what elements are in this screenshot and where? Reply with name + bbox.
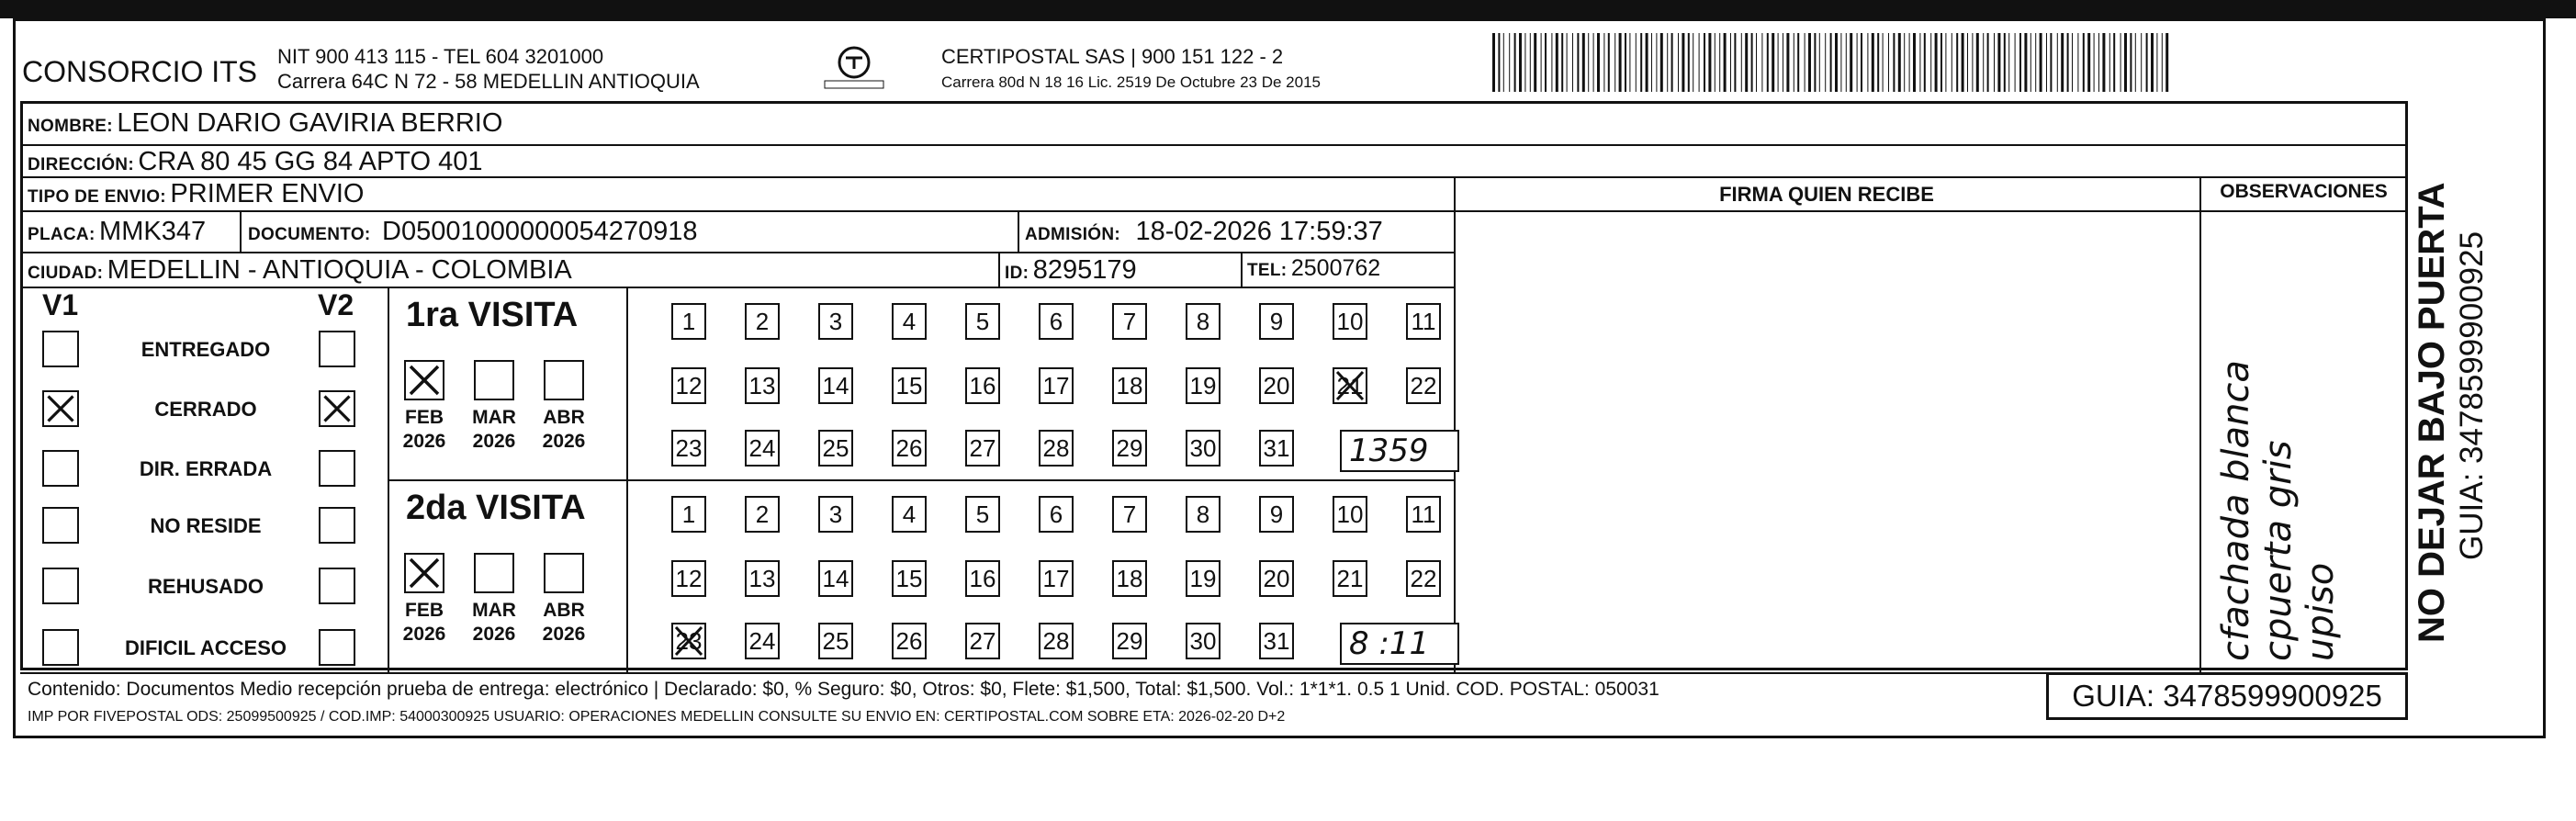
placa-cell: [28, 217, 206, 247]
day-box[interactable]: 4: [892, 496, 927, 533]
barcode-bar: [1983, 33, 1984, 92]
day-mark-icon: [673, 624, 704, 658]
day-box[interactable]: 5: [965, 496, 1000, 533]
col-divider: [2199, 176, 2201, 672]
certipostal-logo: [817, 42, 891, 97]
barcode-bar: [2046, 33, 2047, 92]
barcode-bar: [1608, 33, 1610, 92]
barcode-bar: [1825, 33, 1826, 92]
status-v2-checkbox[interactable]: [319, 450, 355, 487]
barcode-bar: [1814, 33, 1816, 92]
barcode-bar: [2077, 33, 2078, 92]
barcode-bar: [2109, 33, 2110, 92]
month-label: [534, 406, 593, 454]
month-name: FEB: [405, 407, 444, 428]
nombre-value: LEON DARIO GAVIRIA BERRIO: [117, 108, 503, 138]
barcode-bar: [1577, 33, 1579, 92]
day-box[interactable]: 27: [965, 430, 1000, 467]
barcode-bar: [1730, 33, 1731, 92]
day-box[interactable]: 16: [965, 560, 1000, 597]
visit-title: 1ra VISITA: [406, 296, 579, 334]
barcode-bar: [1840, 33, 1841, 92]
day-box[interactable]: 26: [892, 623, 927, 659]
day-box[interactable]: 11: [1406, 303, 1441, 340]
barcode-bar: [1994, 33, 1995, 92]
barcode-bar: [2146, 33, 2148, 92]
visit-divider: [388, 479, 1454, 481]
day-box[interactable]: 10: [1333, 496, 1367, 533]
day-box[interactable]: 28: [1039, 430, 1074, 467]
col-divider: [1454, 176, 1456, 672]
day-box[interactable]: 30: [1186, 430, 1221, 467]
day-box[interactable]: 21: [1333, 560, 1367, 597]
status-v1-checkbox[interactable]: [42, 390, 79, 427]
month-name: ABR: [543, 407, 585, 428]
day-box[interactable]: 22: [1406, 560, 1441, 597]
barcode-bar: [1761, 33, 1762, 92]
barcode-bar: [1846, 33, 1847, 92]
status-label: DIR. ERRADA: [139, 457, 273, 480]
day-box[interactable]: 12: [671, 560, 706, 597]
id-cell: [1005, 255, 1137, 286]
nombre-row: [28, 108, 502, 139]
row-divider: [1454, 210, 2408, 212]
barcode-bar: [2024, 33, 2027, 92]
company-name: CONSORCIO ITS: [22, 55, 258, 88]
id-label: ID:: [1005, 264, 1029, 283]
day-box[interactable]: 2: [745, 496, 780, 533]
certipostal-id: CERTIPOSTAL SAS | 900 151 122 - 2: [941, 45, 1284, 68]
barcode-bar: [1734, 33, 1736, 92]
month-label: [465, 406, 523, 454]
barcode-bar: [1651, 33, 1652, 92]
day-box[interactable]: 15: [892, 560, 927, 597]
status-v1-checkbox[interactable]: [42, 568, 79, 604]
month-year: 2026: [472, 624, 516, 645]
barcode-bar: [1945, 33, 1946, 92]
barcode-bar: [1956, 33, 1958, 92]
v1-label: V1: [42, 288, 79, 321]
no-dejar-warning: NO DEJAR BAJO PUERTA: [2412, 182, 2452, 643]
observation-line: cpuerta gris: [2257, 440, 2300, 661]
day-box[interactable]: 1: [671, 303, 706, 340]
check-mark-icon: [406, 362, 443, 399]
barcode-bar: [2141, 33, 2142, 92]
month-year: 2026: [472, 431, 516, 452]
col-divider: [1241, 252, 1243, 287]
status-label: NO RESIDE: [150, 514, 262, 537]
barcode-bar: [2057, 33, 2058, 92]
barcode-bar: [1534, 33, 1536, 92]
barcode-bar: [1582, 33, 1585, 92]
barcode-bar: [1567, 33, 1568, 92]
barcode-bar: [1997, 33, 2000, 92]
barcode-bar: [1756, 33, 1757, 92]
barcode-bar: [1883, 33, 1884, 92]
day-box[interactable]: 31: [1259, 623, 1294, 659]
barcode-bar: [2019, 33, 2021, 92]
day-box[interactable]: 9: [1259, 303, 1294, 340]
day-box[interactable]: 3: [818, 303, 853, 340]
barcode-bar: [1671, 33, 1673, 92]
day-box[interactable]: 29: [1112, 430, 1147, 467]
barcode-bar: [2067, 33, 2069, 92]
barcode-bar: [1699, 33, 1700, 92]
barcode-bar: [2113, 33, 2115, 92]
barcode-bar: [2061, 33, 2064, 92]
month-name: ABR: [543, 600, 585, 621]
day-box[interactable]: 8: [1186, 303, 1221, 340]
day-mark-icon: [1334, 369, 1366, 402]
day-box[interactable]: 1: [671, 496, 706, 533]
nombre-label: NOMBRE:: [28, 117, 113, 136]
day-box[interactable]: 20: [1259, 367, 1294, 404]
month-label: [465, 599, 523, 647]
col-divider: [626, 287, 628, 672]
day-box[interactable]: 24: [745, 430, 780, 467]
month-label: [395, 406, 454, 454]
visit-title: 2da VISITA: [406, 489, 586, 527]
barcode-bar: [1745, 33, 1748, 92]
day-box[interactable]: 11: [1406, 496, 1441, 533]
month-name: MAR: [472, 407, 516, 428]
barcode-bar: [1888, 33, 1889, 92]
col-divider: [388, 287, 389, 672]
day-box[interactable]: 6: [1039, 303, 1074, 340]
check-mark-icon: [321, 392, 354, 425]
company-address: Carrera 64C N 72 - 58 MEDELLIN ANTIOQUIA: [277, 70, 700, 93]
row-divider: [20, 252, 1454, 253]
barcode-bar: [1930, 33, 1931, 92]
day-box[interactable]: 13: [745, 560, 780, 597]
row-divider: [20, 144, 2408, 146]
day-box[interactable]: 15: [892, 367, 927, 404]
id-value: 8295179: [1032, 255, 1137, 285]
barcode-bar: [1919, 33, 1920, 92]
barcode-bar: [1872, 33, 1874, 92]
day-box[interactable]: 17: [1039, 560, 1074, 597]
day-box[interactable]: 23: [671, 430, 706, 467]
direccion-value: CRA 80 45 GG 84 APTO 401: [138, 147, 483, 176]
documento-value: D05001000000054270918: [382, 217, 698, 246]
day-box[interactable]: 25: [818, 623, 853, 659]
company-nit: NIT 900 413 115 - TEL 604 3201000: [277, 45, 604, 68]
admision-label: ADMISIÓN:: [1025, 225, 1121, 244]
barcode-bar: [1625, 33, 1626, 92]
barcode-bar: [2015, 33, 2016, 92]
barcode-bar: [2030, 33, 2031, 92]
day-box[interactable]: 6: [1039, 496, 1074, 533]
month-checkbox[interactable]: [544, 360, 584, 400]
v2-label: V2: [318, 288, 354, 321]
guia-box: GUIA: 3478599900925: [2046, 672, 2408, 720]
barcode-bar: [2083, 33, 2085, 92]
barcode-bar: [1629, 33, 1630, 92]
barcode-bar: [1850, 33, 1852, 92]
barcode-bar: [1656, 33, 1657, 92]
barcode-bar: [1893, 33, 1895, 92]
barcode-bar: [1808, 33, 1811, 92]
observaciones-title: OBSERVACIONES: [2220, 181, 2388, 202]
barcode-bar: [1492, 33, 1495, 92]
barcode-bar: [1724, 33, 1727, 92]
barcode-bar: [1498, 33, 1500, 92]
barcode-bar: [1924, 33, 1926, 92]
barcode-bar: [1935, 33, 1938, 92]
certipostal-address: Carrera 80d N 18 16 Lic. 2519 De Octubre 23 De 2015: [941, 73, 1321, 91]
day-box[interactable]: 14: [818, 560, 853, 597]
barcode-bar: [1772, 33, 1774, 92]
barcode-bar: [2151, 33, 2154, 92]
admision-cell: [1025, 217, 1383, 247]
barcode-bar: [1640, 33, 1642, 92]
barcode-bar: [2040, 33, 2042, 92]
barcode-bar: [1545, 33, 1547, 92]
day-box[interactable]: 27: [965, 623, 1000, 659]
barcode-bar: [2094, 33, 2095, 92]
day-box[interactable]: 30: [1186, 623, 1221, 659]
tel-value: 2500762: [1290, 255, 1381, 281]
barcode-bar: [2130, 33, 2132, 92]
admision-value: 18-02-2026 17:59:37: [1135, 217, 1383, 246]
col-divider: [1018, 210, 1019, 252]
barcode-bar: [2156, 33, 2157, 92]
barcode-bar: [1593, 33, 1594, 92]
day-box[interactable]: 7: [1112, 496, 1147, 533]
day-box[interactable]: 19: [1186, 367, 1221, 404]
barcode-bar: [1976, 33, 1979, 92]
day-box[interactable]: 31: [1259, 430, 1294, 467]
day-box[interactable]: 14: [818, 367, 853, 404]
tipo-value: PRIMER ENVIO: [170, 179, 365, 208]
barcode-bar: [1561, 33, 1563, 92]
month-name: FEB: [405, 600, 444, 621]
day-box[interactable]: 3: [818, 496, 853, 533]
barcode-bar: [1904, 33, 1905, 92]
ciudad-label: CIUDAD:: [28, 264, 104, 283]
barcode-bar: [1962, 33, 1964, 92]
barcode-bar: [1514, 33, 1516, 92]
status-label: ENTREGADO: [141, 338, 271, 361]
barcode-bar: [1767, 33, 1769, 92]
status-v2-checkbox[interactable]: [319, 390, 355, 427]
barcode-bar: [2124, 33, 2127, 92]
barcode: [1492, 33, 2177, 92]
ciudad-value: MEDELLIN - ANTIOQUIA - COLOMBIA: [107, 255, 572, 285]
barcode-bar: [1588, 33, 1589, 92]
barcode-bar: [1967, 33, 1968, 92]
placa-label: PLACA:: [28, 225, 96, 244]
barcode-bar: [1603, 33, 1604, 92]
status-v2-checkbox[interactable]: [319, 568, 355, 604]
firma-title: FIRMA QUIEN RECIBE: [1719, 183, 1934, 206]
barcode-bar: [1972, 33, 1973, 92]
barcode-bar: [1636, 33, 1637, 92]
barcode-bar: [1556, 33, 1558, 92]
status-v2-checkbox[interactable]: [319, 507, 355, 544]
day-box[interactable]: 7: [1112, 303, 1147, 340]
day-box[interactable]: 5: [965, 303, 1000, 340]
day-box[interactable]: 18: [1112, 367, 1147, 404]
barcode-bar: [1913, 33, 1916, 92]
day-box[interactable]: 13: [745, 367, 780, 404]
month-year: 2026: [542, 431, 586, 452]
tipo-row: [28, 179, 365, 209]
day-box[interactable]: 25: [818, 430, 853, 467]
observations-handwritten: [2215, 360, 2342, 661]
handwritten-time-box: 8 :11: [1340, 623, 1459, 665]
barcode-bar: [1719, 33, 1720, 92]
barcode-bar: [1619, 33, 1622, 92]
barcode-bar: [1614, 33, 1615, 92]
barcode-bar: [2102, 33, 2105, 92]
row-divider: [20, 287, 1454, 288]
barcode-bar: [1786, 33, 1789, 92]
day-box[interactable]: 23: [671, 623, 706, 659]
barcode-bar: [1751, 33, 1753, 92]
day-box[interactable]: 2: [745, 303, 780, 340]
barcode-bar: [2162, 33, 2163, 92]
month-name: MAR: [472, 600, 516, 621]
day-box[interactable]: 18: [1112, 560, 1147, 597]
month-label: [395, 599, 454, 647]
footer-print-info: IMP POR FIVEPOSTAL ODS: 25099500925 / COD.IMP: 54000300925 USUARIO: OPERACIONES MEDELLIN CONSULTE SU ENVIO EN: CERTIPOSTAL.COM SOBRE ETA: 2026-02-20 D+2: [28, 709, 1286, 725]
barcode-bar: [2050, 33, 2052, 92]
barcode-bar: [1646, 33, 1648, 92]
tel-label: TEL:: [1247, 261, 1288, 280]
month-checkbox[interactable]: [544, 553, 584, 593]
month-checkbox[interactable]: [404, 360, 444, 400]
barcode-bar: [1877, 33, 1879, 92]
barcode-bar: [1819, 33, 1820, 92]
barcode-bar: [2120, 33, 2121, 92]
barcode-bar: [1778, 33, 1779, 92]
month-year: 2026: [402, 431, 446, 452]
side-guia: GUIA: 3478599900925: [2454, 231, 2490, 560]
ciudad-cell: [28, 255, 572, 286]
observation-line: cfachada blanca: [2215, 360, 2257, 661]
day-box[interactable]: 10: [1333, 303, 1367, 340]
top-border: [0, 0, 2576, 18]
day-box[interactable]: 12: [671, 367, 706, 404]
day-box[interactable]: 4: [892, 303, 927, 340]
month-year: 2026: [542, 624, 586, 645]
barcode-bar: [1835, 33, 1838, 92]
barcode-bar: [1909, 33, 1910, 92]
documento-label: DOCUMENTO:: [248, 225, 371, 244]
observation-line: upiso: [2300, 562, 2342, 661]
footer-contents: Contenido: Documentos Medio recepción prueba de entrega: electrónico | Declarado: $0, % Seguro: $0, Otros: $0, Flete: $1,500, Total: $1,500. Vol.: 1*1*1. 0.5 1 Unid. COD. POSTAL: 050031: [28, 679, 1659, 700]
barcode-bar: [1987, 33, 1989, 92]
status-v1-checkbox[interactable]: [42, 450, 79, 487]
status-label: CERRADO: [154, 398, 257, 421]
tipo-label: TIPO DE ENVIO:: [28, 187, 166, 207]
status-v1-checkbox[interactable]: [42, 331, 79, 367]
placa-value: MMK347: [99, 217, 207, 246]
status-label: REHUSADO: [148, 575, 264, 598]
barcode-bar: [2135, 33, 2136, 92]
barcode-bar: [1541, 33, 1542, 92]
day-box[interactable]: 21: [1333, 367, 1367, 404]
barcode-bar: [1940, 33, 1942, 92]
documento-cell: [248, 217, 698, 247]
barcode-bar: [1741, 33, 1742, 92]
direccion-row: [28, 147, 482, 177]
barcode-bar: [1530, 33, 1531, 92]
barcode-bar: [1857, 33, 1858, 92]
day-box[interactable]: 29: [1112, 623, 1147, 659]
status-v1-checkbox[interactable]: [42, 629, 79, 666]
day-box[interactable]: 24: [745, 623, 780, 659]
handwritten-time-box: 1359: [1340, 430, 1459, 472]
barcode-bar: [2035, 33, 2036, 92]
barcode-bar: [1867, 33, 1868, 92]
barcode-bar: [1688, 33, 1690, 92]
barcode-bar: [1667, 33, 1668, 92]
day-box[interactable]: 22: [1406, 367, 1441, 404]
col-divider: [998, 252, 1000, 287]
barcode-bar: [1678, 33, 1679, 92]
tel-cell: [1247, 255, 1380, 282]
month-checkbox[interactable]: [474, 360, 514, 400]
barcode-bar: [2098, 33, 2099, 92]
day-box[interactable]: 9: [1259, 496, 1294, 533]
status-v2-checkbox[interactable]: [319, 331, 355, 367]
barcode-bar: [1524, 33, 1525, 92]
day-box[interactable]: 16: [965, 367, 1000, 404]
day-box[interactable]: 19: [1186, 560, 1221, 597]
day-box[interactable]: 26: [892, 430, 927, 467]
day-box[interactable]: 17: [1039, 367, 1074, 404]
barcode-bar: [2087, 33, 2090, 92]
barcode-bar: [2072, 33, 2073, 92]
col-divider: [240, 210, 242, 252]
barcode-bar: [1708, 33, 1711, 92]
month-checkbox[interactable]: [474, 553, 514, 593]
barcode-bar: [1597, 33, 1600, 92]
barcode-bar: [1682, 33, 1684, 92]
month-label: [534, 599, 593, 647]
barcode-bar: [1509, 33, 1510, 92]
barcode-bar: [1660, 33, 1663, 92]
day-box[interactable]: 8: [1186, 496, 1221, 533]
barcode-bar: [1519, 33, 1522, 92]
barcode-bar: [1861, 33, 1862, 92]
check-mark-icon: [406, 555, 443, 591]
barcode-bar: [2008, 33, 2009, 92]
check-mark-icon: [44, 392, 77, 425]
barcode-bar: [1503, 33, 1504, 92]
status-label: DIFICIL ACCESO: [124, 636, 287, 659]
day-box[interactable]: 20: [1259, 560, 1294, 597]
month-year: 2026: [402, 624, 446, 645]
barcode-bar: [1797, 33, 1799, 92]
barcode-bar: [1572, 33, 1573, 92]
barcode-bar: [2165, 33, 2168, 92]
direccion-label: DIRECCIÓN:: [28, 155, 134, 174]
day-box[interactable]: 28: [1039, 623, 1074, 659]
barcode-bar: [1830, 33, 1832, 92]
row-divider: [20, 210, 1454, 212]
barcode-bar: [2004, 33, 2006, 92]
month-checkbox[interactable]: [404, 553, 444, 593]
barcode-bar: [1898, 33, 1901, 92]
status-v2-checkbox[interactable]: [319, 629, 355, 666]
barcode-bar: [1704, 33, 1705, 92]
status-v1-checkbox[interactable]: [42, 507, 79, 544]
barcode-bar: [1551, 33, 1552, 92]
